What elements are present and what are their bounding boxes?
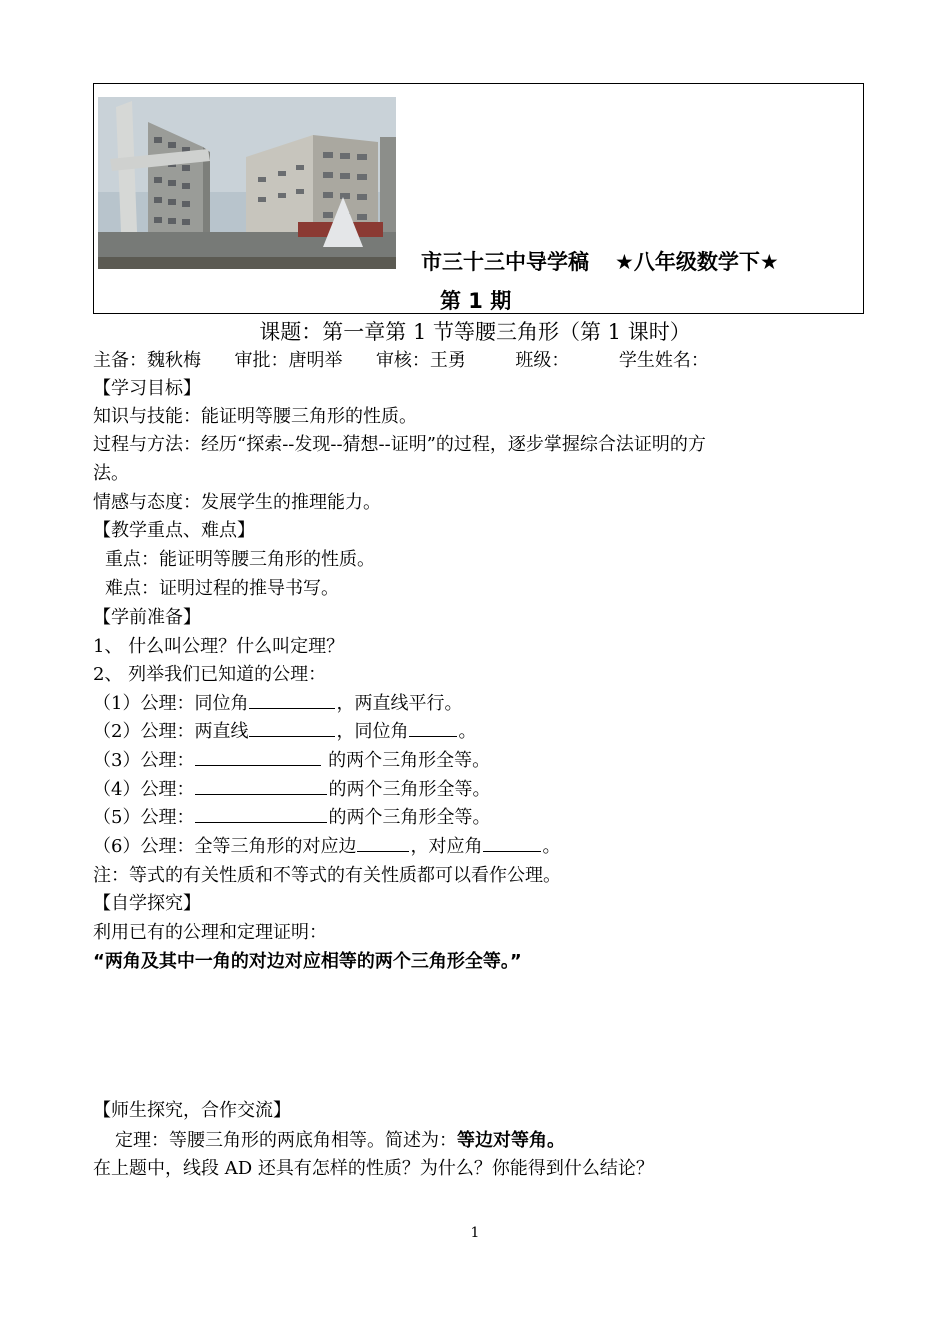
goal-attitude: 情感与态度：发展学生的推理能力。: [93, 492, 381, 513]
fill-blank[interactable]: [357, 832, 409, 852]
self-study-statement: “两角及其中一角的对边对应相等的两个三角形全等。”: [93, 951, 522, 972]
axiom-item-5: （5）公理： 的两个三角形全等。: [93, 803, 490, 829]
class-field: 班级：: [515, 350, 570, 371]
lesson-title: 课题：第一章第 1 节等腰三角形（第 1 课时）: [259, 320, 691, 344]
goal-process: 过程与方法：经历“探索--发现--猜想--证明”的过程，逐步掌握综合法证明的方: [93, 434, 706, 455]
goal-knowledge: 知识与技能：能证明等腰三角形的性质。: [93, 406, 417, 427]
axiom-item-4: （4）公理： 的两个三角形全等。: [93, 775, 490, 801]
prep-note: 注：等式的有关性质和不等式的有关性质都可以看作公理。: [93, 865, 561, 886]
explore-question: 在上题中，线段 AD 还具有怎样的性质？为什么？你能得到什么结论？: [93, 1158, 654, 1179]
meta-line: [93, 346, 709, 372]
fill-blank[interactable]: [409, 717, 457, 737]
focus-heading: 【教学重点、难点】: [93, 520, 255, 541]
prep-question-1: 1、 什么叫公理？什么叫定理？: [93, 636, 345, 657]
prep-question-2: 2、 列举我们已知道的公理：: [93, 664, 327, 685]
goal-process-cont: 法。: [93, 463, 129, 484]
focus-difficult: 难点：证明过程的推导书写。: [105, 578, 339, 599]
fill-blank[interactable]: [195, 746, 321, 766]
focus-key: 重点：能证明等腰三角形的性质。: [105, 549, 375, 570]
self-study-heading: 【自学探究】: [93, 893, 201, 914]
fill-blank[interactable]: [249, 689, 335, 709]
axiom-item-3: （3）公理： 的两个三角形全等。: [93, 746, 490, 772]
course-badge: ★八年级数学下★: [615, 250, 779, 274]
approver-field: 审批：唐明举: [234, 350, 343, 371]
reviewer-field: 审核：王勇: [375, 350, 466, 371]
self-study-intro: 利用已有的公理和定理证明：: [93, 922, 327, 943]
page-number: 1: [470, 1225, 480, 1241]
fill-blank[interactable]: [483, 832, 541, 852]
fill-blank[interactable]: [249, 717, 335, 737]
explore-heading: 【师生探究，合作交流】: [93, 1100, 291, 1121]
axiom-item-2: （2）公理：两直线 ，同位角 。: [93, 717, 476, 743]
author-field: 主备：魏秋梅: [93, 350, 201, 371]
axiom-item-6: （6）公理：全等三角形的对应边 ，对应角 。: [93, 832, 560, 858]
goals-heading: 【学习目标】: [93, 378, 201, 399]
issue-number: 第 1 期: [440, 289, 512, 313]
axiom-item-1: （1）公理：同位角 ，两直线平行。: [93, 689, 462, 715]
theorem-summary: 等边对等角。: [457, 1130, 565, 1151]
school-photo: [98, 97, 396, 269]
theorem-line: 定理：等腰三角形的两底角相等。简述为：等边对等角。: [115, 1130, 565, 1151]
fill-blank[interactable]: [195, 803, 327, 823]
prep-heading: 【学前准备】: [93, 607, 201, 628]
student-name-field: 学生姓名：: [618, 350, 709, 371]
header-title: [421, 246, 779, 276]
fill-blank[interactable]: [195, 775, 327, 795]
school-title: 市三十三中导学稿: [421, 250, 589, 274]
header-box: [93, 83, 864, 314]
